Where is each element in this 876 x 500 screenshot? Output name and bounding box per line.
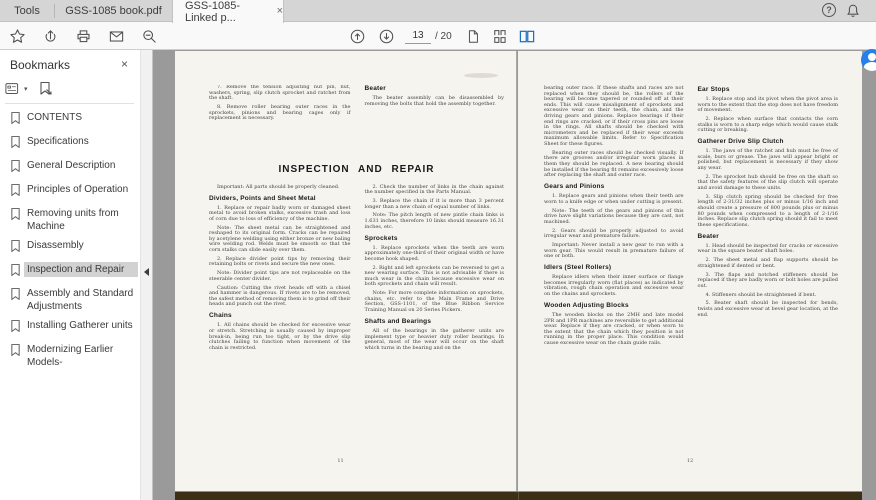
- bookmark-icon: [10, 159, 24, 178]
- paragraph: 3. Slip clutch spring should be checked for free length of 2-31/32 inches plus or minus 1/16 inch and should create a pressure of 800 pounds plus or minus 80 pounds when compressed to a length of 2-1/16 inches. Replace slip clutch spring should it fail to meet these specifications.: [697, 193, 838, 228]
- previous-page-icon[interactable]: [348, 27, 366, 45]
- bookmark-icon: [10, 287, 24, 306]
- sidebar-item-assembly-and-standard-adjustments[interactable]: [0, 284, 140, 316]
- page12-number: 12: [686, 458, 694, 465]
- page-number-input[interactable]: [405, 28, 431, 44]
- bookmarks-panel: [0, 50, 140, 500]
- toolbar: [0, 22, 876, 50]
- paragraph: 2. Replace divider point tips by removing their retaining bolts or rivets and secure the new ones.: [209, 255, 351, 268]
- bookmark-icon: [10, 263, 24, 282]
- paragraph: Important: Never install a new gear to run with a worn gear. This would result in premature failure of one or both.: [544, 241, 684, 260]
- bookmarks-panel-title: Bookmarks: [10, 58, 71, 72]
- bookmarks-separator: [5, 103, 134, 104]
- section-heading: Sprockets: [364, 234, 398, 242]
- next-page-top-edge: [175, 491, 862, 500]
- next-page-icon[interactable]: [377, 27, 395, 45]
- paragraph: Note: The sheet metal can be straightened and reshaped to its original form. Cracks can be repaired by acetylene welding using either bronze or new baling wire welding rod. Welds must be smooth so that the corn stalks can slide easily over them.: [209, 224, 351, 254]
- sidebar-item-inspection-and-repair[interactable]: [0, 260, 140, 284]
- paragraph: 1. All chains should be checked for excessive wear or stretch. Stretching is usually caused by improper break-in, being run too tight, or by the drive slip clutches failing to function when movement of the chain is restricted.: [209, 322, 351, 351]
- paragraph: 1. The jaws of the ratchet and hub must be free of scale, burs or grease. The jaws will appear bright or polished, but replacement is necessary if they show any wear.: [697, 148, 838, 172]
- help-icon[interactable]: ?: [822, 3, 838, 19]
- scan-smudge: [464, 73, 498, 78]
- sidebar-item-label: Modernizing Earlier Models-: [27, 344, 114, 368]
- collapse-panel-arrow-icon[interactable]: [144, 268, 149, 276]
- paragraph: 2. Replace when surface that contacts the corn stalks is worn to a sharp edge which would cause stalk cutting or breaking.: [697, 115, 838, 134]
- user-avatar[interactable]: [861, 49, 876, 71]
- paragraph: Note: The teeth of the gears and pinions of this drive have slight variations because they are cast, not machined.: [544, 207, 684, 225]
- paragraph: The wooden blocks on the 2MH and late model 2PR and 1PR machines are reversible to get additional wear. Replace if they are cracked, or when worn to the extent that the chain which they position is not running in the proper place. This condition would cause excessive wear on the chain guide rails.: [544, 312, 684, 347]
- section-heading: Dividers, Points and Sheet Metal: [209, 194, 316, 202]
- locate-current-bookmark-icon[interactable]: [38, 81, 54, 97]
- sidebar-item-label: Principles of Operation: [27, 184, 129, 195]
- sidebar-item-specifications[interactable]: [0, 132, 140, 156]
- sidebar-item-modernizing-earlier-models[interactable]: [0, 340, 140, 372]
- paragraph: 2. Gears should be properly adjusted to avoid irregular wear and premature failure.: [544, 227, 684, 240]
- panel-splitter[interactable]: [140, 50, 153, 500]
- pdf-page-11: [175, 51, 517, 491]
- tab-tools-label: Tools: [14, 5, 40, 17]
- paragraph: 1. Replace or repair badly worn or damaged sheet metal to avoid broken stalks, excessive trash and loss of corn due to loss of efficiency of the machine.: [209, 204, 351, 222]
- sidebar-item-label: Specifications: [27, 136, 89, 147]
- sidebar-item-label: Disassembly: [27, 240, 84, 251]
- print-icon[interactable]: [74, 27, 92, 45]
- bookmark-icon: [10, 239, 24, 258]
- sidebar-item-label: Inspection and Repair: [24, 262, 138, 277]
- paragraph: 8. Remove roller bearing outer races in the sprockets, pinions and bearing cages only if replacement is necessary.: [209, 103, 351, 122]
- paragraph: Replace idlers when their inner surface or flange becomes irregularly worn (flat places) as indicated by vibration, rough chain operation and excessive wear on the chains and sprockets.: [544, 274, 684, 297]
- bookmarks-list: [0, 108, 140, 372]
- paragraph: Note: Divider point tips are not replaceable on the steerable center divider.: [209, 270, 351, 282]
- tab-book-pdf-label: GSS-1085 book.pdf: [65, 5, 162, 17]
- paragraph: 5. Beater shaft should be inspected for bends, twists and excessive wear at bevel gear location, at the end.: [697, 300, 838, 318]
- paragraph: Caution: Cutting the rivet heads off with a chisel and hammer is dangerous. If rivets are to be removed, the safest method of removing them is to grind off their heads and punch out the rivet.: [209, 284, 351, 308]
- page12-columns: [544, 86, 838, 350]
- share-upload-icon[interactable]: [41, 27, 59, 45]
- paragraph: Note: The pitch length of new pintle chain links is 1.631 inches, therefore 10 links should measure 16.31 inches, etc.: [364, 212, 504, 230]
- tab-linked-pdf-active[interactable]: [172, 0, 284, 23]
- sidebar-item-label: Installing Gatherer units: [27, 320, 133, 331]
- section-heading: Beater: [364, 85, 386, 92]
- document-view[interactable]: [153, 50, 876, 500]
- bookmark-icon: [10, 183, 24, 202]
- sidebar-item-disassembly[interactable]: [0, 236, 140, 260]
- sidebar-item-label: General Description: [27, 160, 116, 171]
- page11-columns: [209, 185, 504, 355]
- section-heading: Shafts and Bearings: [364, 318, 432, 326]
- paragraph: Important: All parts should be properly cleaned.: [217, 183, 340, 190]
- page11-number: 11: [337, 458, 344, 465]
- sidebar-item-removing-units-from-machine[interactable]: [0, 204, 140, 236]
- paragraph: 1. Replace sprockets when the teeth are worn approximately one-third of their original width or have become hook shaped.: [364, 244, 504, 262]
- paragraph: 2. Check the number of links in the chain against the number specified in the Parts Manual.: [364, 183, 504, 196]
- bookmark-icon: [10, 135, 24, 154]
- page11-top-columns: [209, 85, 504, 159]
- zoom-search-icon[interactable]: [140, 27, 158, 45]
- tab-linked-pdf-label: GSS-1085-Linked p...: [185, 0, 241, 24]
- paragraph: 2. The sheet metal and flap supports should be straightened if dented or bent.: [697, 257, 838, 269]
- paragraph: 7. Remove the tension adjusting nut pin, nut, washers, spring, slip clutch sprocket and ratchet from the shaft.: [209, 85, 351, 102]
- section-heading: Ear Stops: [697, 86, 730, 93]
- paragraph: 1. Head should be inspected for cracks or excessive wear in the square beater shaft holes.: [697, 242, 838, 255]
- email-icon[interactable]: [107, 27, 125, 45]
- tab-bar: [0, 0, 876, 22]
- tab-book-pdf[interactable]: [55, 0, 172, 22]
- caret-down-icon: ▾: [24, 86, 28, 93]
- bookmark-icon: [10, 207, 24, 226]
- paragraph: bearing outer race. If these shafts and races are not replaced when they should be, the rollers of the bearing will become tapered or rounded off at their ends. This will cause misalignment of sprockets and excessive wear on their teeth, the chain, and the driving gears and pinions. Replace bearings if their end rings are cracked, or if their cross pins are loose in the rings. All shafts should be checked with micrometers and be replaced if their wear exceeds maximum allowable limits. Refer to Specification Sheet for these figures.: [544, 85, 684, 147]
- sidebar-item-label: CONTENTS: [27, 112, 82, 123]
- bookmark-options-icon[interactable]: [5, 81, 28, 97]
- sidebar-item-principles-of-operation[interactable]: [0, 180, 140, 204]
- pdf-page-12: [518, 51, 862, 491]
- toolbar-center-group: [348, 22, 551, 50]
- bookmark-icon: [10, 319, 24, 338]
- bookmark-icon: [10, 111, 24, 130]
- section-heading: Gears and Pinions: [544, 183, 605, 191]
- paragraph: The beater assembly can be disassembled by removing the bolts that hold the assembly together.: [364, 95, 504, 107]
- sidebar-item-contents[interactable]: [0, 108, 140, 132]
- paragraph: 2. Right and left sprockets can be reversed to get a new wearing surface. This is not advisable if there is much wear in the chain because excessive wear on both sprockets and chain will result.: [364, 264, 504, 288]
- sidebar-item-label: Assembly and Standard Adjustments: [27, 288, 134, 312]
- bookmark-icon: [10, 343, 24, 362]
- toolbar-left-group: [8, 22, 173, 50]
- paragraph: All of the bearings in the gatherer units are implement type or heavier duty roller bearings. In general, most of the wear will occur on the shaft which turns in the bearing and on the: [364, 328, 504, 351]
- scrolling-pages-view-icon[interactable]: [491, 27, 509, 45]
- notifications-bell-icon[interactable]: [845, 3, 861, 19]
- page-total-label: / 20: [435, 30, 452, 42]
- single-page-view-icon[interactable]: [464, 27, 482, 45]
- sidebar-item-general-description[interactable]: [0, 156, 140, 180]
- sidebar-item-installing-gatherer-units[interactable]: [0, 316, 140, 340]
- section-heading: Gatherer Drive Slip Clutch: [697, 138, 784, 146]
- paragraph: 3. The flaps and notched stiffeners should be replaced if they are badly worn or bolt holes are pulled out.: [697, 271, 838, 289]
- paragraph: Note: For more complete information on sprockets, chains, etc. refer to the Main Frame and Drive Section, GSS-1101, of the Blue Ribbon Service Training Manual on 20 Series Pickers.: [364, 290, 504, 313]
- bookmarks-close-icon[interactable]: ×: [120, 57, 128, 71]
- paragraph: Bearing outer races should be checked visually. If there are grooves and/or irregular worn places in them they should be replaced. A new bearing should be installed if the bearing fit remains excessively loose after replacing the shaft and outer race.: [544, 149, 684, 179]
- bookmarks-toolbar: [5, 81, 64, 97]
- tab-close-icon[interactable]: ×: [276, 5, 283, 17]
- paragraph: 1. Replace stop and its pivot when the pivot area is worn to the extent that the stop does not have freedom of movement.: [697, 96, 838, 114]
- section-heading: Wooden Adjusting Blocks: [544, 302, 629, 310]
- star-favorites-icon[interactable]: [8, 27, 26, 45]
- tab-tools[interactable]: [0, 0, 54, 22]
- avatar-person-icon: [868, 53, 876, 61]
- section-heading: Idlers (Steel Rollers): [544, 264, 612, 272]
- page11-main-heading: INSPECTION AND REPAIR: [278, 164, 435, 175]
- section-heading: Beater: [697, 232, 719, 240]
- paragraph: 3. Replace the chain if it is more than 3 percent longer than a new chain of equal number of links.: [364, 197, 504, 210]
- sidebar-item-label: Removing units from Machine: [27, 208, 119, 232]
- section-heading: Chains: [209, 312, 232, 320]
- paragraph: 1. Replace gears and pinions when their teeth are worn to a knife edge or when under cutting is present.: [544, 193, 684, 205]
- two-page-view-icon[interactable]: [518, 27, 536, 45]
- paragraph: 4. Stiffeners should be straightened if bent.: [705, 291, 817, 298]
- paragraph: 2. The sprocket hub should be free on the shaft so that the safety features of the slip clutch will operate and avoid damage to these units.: [697, 173, 838, 191]
